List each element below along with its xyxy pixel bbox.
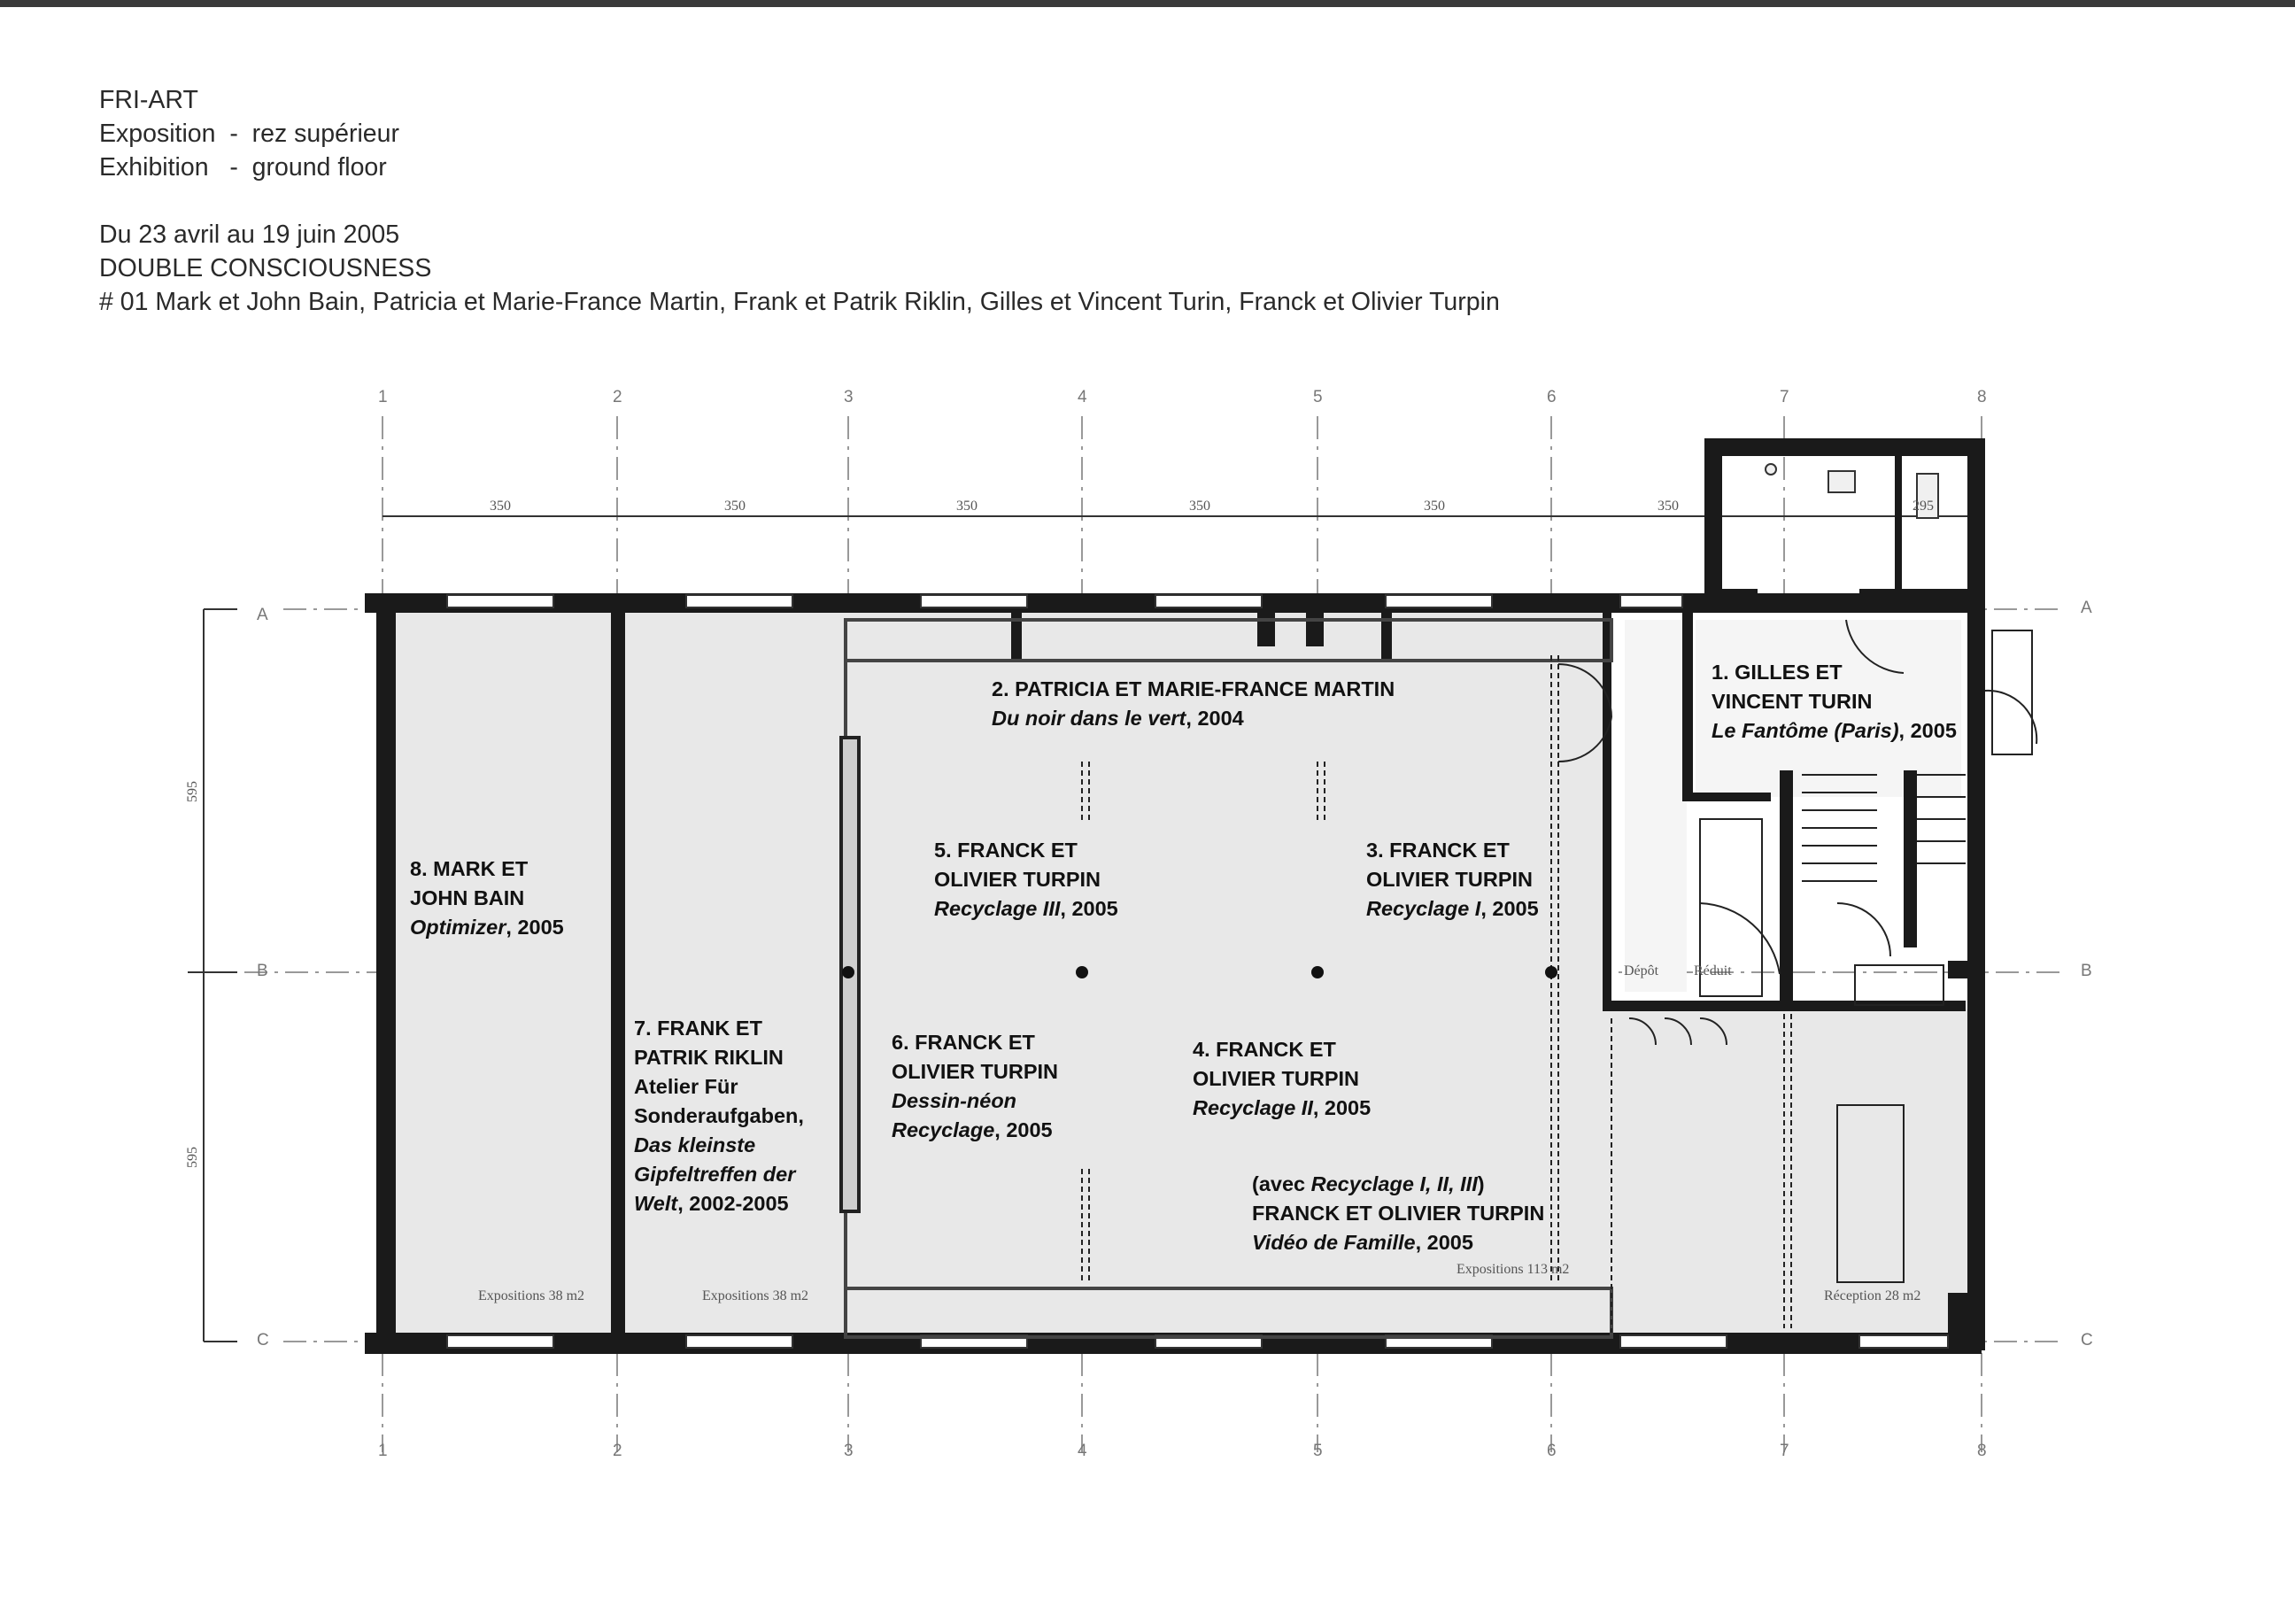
work-video-label: (avec Recyclage I, II, III) FRANCK ET OLIVIER TURPIN Vidéo de Famille, 2005 bbox=[1252, 1172, 1545, 1254]
work-8-title: Optimizer bbox=[410, 916, 506, 939]
work-3-label: 3. FRANCK ET OLIVIER TURPIN Recyclage I, 2005 bbox=[1366, 839, 1539, 920]
axis-left-a: A bbox=[257, 606, 268, 624]
work-7-title-2: Gipfeltreffen der bbox=[634, 1163, 796, 1186]
axis-top-5: 5 bbox=[1313, 388, 1323, 406]
artist-list: # 01 Mark et John Bain, Patricia et Marie-France Martin, Frank et Patrik Riklin, Gilles et Vincent Turin, Franck et Olivier Turpin bbox=[99, 288, 1500, 316]
room-area-main: Expositions 113 m2 bbox=[1457, 1262, 1570, 1277]
work-5-label: 5. FRANCK ET OLIVIER TURPIN Recyclage III, 2005 bbox=[934, 839, 1118, 920]
exhibition-dates: Du 23 avril au 19 juin 2005 bbox=[99, 220, 400, 249]
axis-bottom-7: 7 bbox=[1780, 1442, 1789, 1460]
axis-top-3: 3 bbox=[844, 388, 854, 406]
work-2-label: 2. PATRICIA ET MARIE-FRANCE MARTIN Du noir dans le vert, 2004 bbox=[992, 677, 1395, 730]
axis-right-a: A bbox=[2081, 599, 2092, 617]
work-4-title: Recyclage II bbox=[1193, 1096, 1313, 1119]
axis-top-7: 7 bbox=[1780, 388, 1789, 406]
work-video-title: Vidéo de Famille bbox=[1252, 1231, 1416, 1254]
work-8-label: 8. MARK ET JOHN BAIN Optimizer, 2005 bbox=[410, 857, 564, 939]
work-1-label: 1. GILLES ET VINCENT TURIN Le Fantôme (Paris), 2005 bbox=[1712, 661, 1957, 742]
axis-bottom-3: 3 bbox=[844, 1442, 854, 1460]
dimension-3: 350 bbox=[956, 499, 978, 514]
axis-top-2: 2 bbox=[613, 388, 622, 406]
room-area-left: Expositions 38 m2 bbox=[478, 1288, 585, 1303]
dimension-5: 350 bbox=[1424, 499, 1445, 514]
room-area-second: Expositions 38 m2 bbox=[702, 1288, 809, 1303]
work-6-title-2: Recyclage bbox=[892, 1118, 995, 1141]
floor-label-en: Exhibition - ground floor bbox=[99, 153, 387, 182]
axis-bottom-5: 5 bbox=[1313, 1442, 1323, 1460]
work-1-title: Le Fantôme (Paris) bbox=[1712, 719, 1899, 742]
work-7-label: 7. FRANK ET PATRIK RIKLIN Atelier Für Sonderaufgaben, Das kleinste Gipfeltreffen der Welt, 2002-2005 bbox=[634, 1017, 804, 1215]
dimension-6: 350 bbox=[1658, 499, 1679, 514]
axis-top-6: 6 bbox=[1547, 388, 1557, 406]
axis-bottom-6: 6 bbox=[1547, 1442, 1557, 1460]
axis-top-1: 1 bbox=[378, 388, 388, 406]
axis-top-4: 4 bbox=[1078, 388, 1087, 406]
room-depot: Dépôt bbox=[1624, 963, 1659, 978]
axis-bottom-1: 1 bbox=[378, 1442, 388, 1460]
exhibition-title: DOUBLE CONSCIOUSNESS bbox=[99, 254, 432, 282]
room-area-reception: Réception 28 m2 bbox=[1824, 1288, 1921, 1303]
work-6-title-1: Dessin-néon bbox=[892, 1089, 1017, 1112]
work-7-title-3: Welt bbox=[634, 1192, 678, 1215]
institution-name: FRI-ART bbox=[99, 86, 198, 114]
dimension-1: 350 bbox=[490, 499, 511, 514]
room-reduit: Réduit bbox=[1694, 963, 1732, 978]
axis-left-b: B bbox=[257, 962, 268, 980]
work-3-title: Recyclage I bbox=[1366, 897, 1481, 920]
work-6-label: 6. FRANCK ET OLIVIER TURPIN Dessin-néon Recyclage, 2005 bbox=[892, 1031, 1059, 1141]
floor-label-fr: Exposition - rez supérieur bbox=[99, 120, 399, 148]
side-dimension-1: 595 bbox=[185, 781, 200, 802]
work-5-title: Recyclage III bbox=[934, 897, 1061, 920]
axis-bottom-4: 4 bbox=[1078, 1442, 1087, 1460]
axis-right-b: B bbox=[2081, 962, 2092, 980]
axis-top-8: 8 bbox=[1977, 388, 1987, 406]
work-2-title: Du noir dans le vert bbox=[992, 707, 1186, 730]
dimension-2: 350 bbox=[724, 499, 746, 514]
dimension-4: 350 bbox=[1189, 499, 1210, 514]
axis-bottom-8: 8 bbox=[1977, 1442, 1987, 1460]
work-7-title-1: Das kleinste bbox=[634, 1133, 756, 1156]
work-4-label: 4. FRANCK ET OLIVIER TURPIN Recyclage II, 2005 bbox=[1193, 1038, 1372, 1119]
axis-left-c: C bbox=[257, 1331, 269, 1349]
axis-bottom-2: 2 bbox=[613, 1442, 622, 1460]
side-dimension-2: 595 bbox=[185, 1147, 200, 1168]
dimension-7: 295 bbox=[1912, 499, 1934, 514]
axis-right-c: C bbox=[2081, 1331, 2093, 1349]
